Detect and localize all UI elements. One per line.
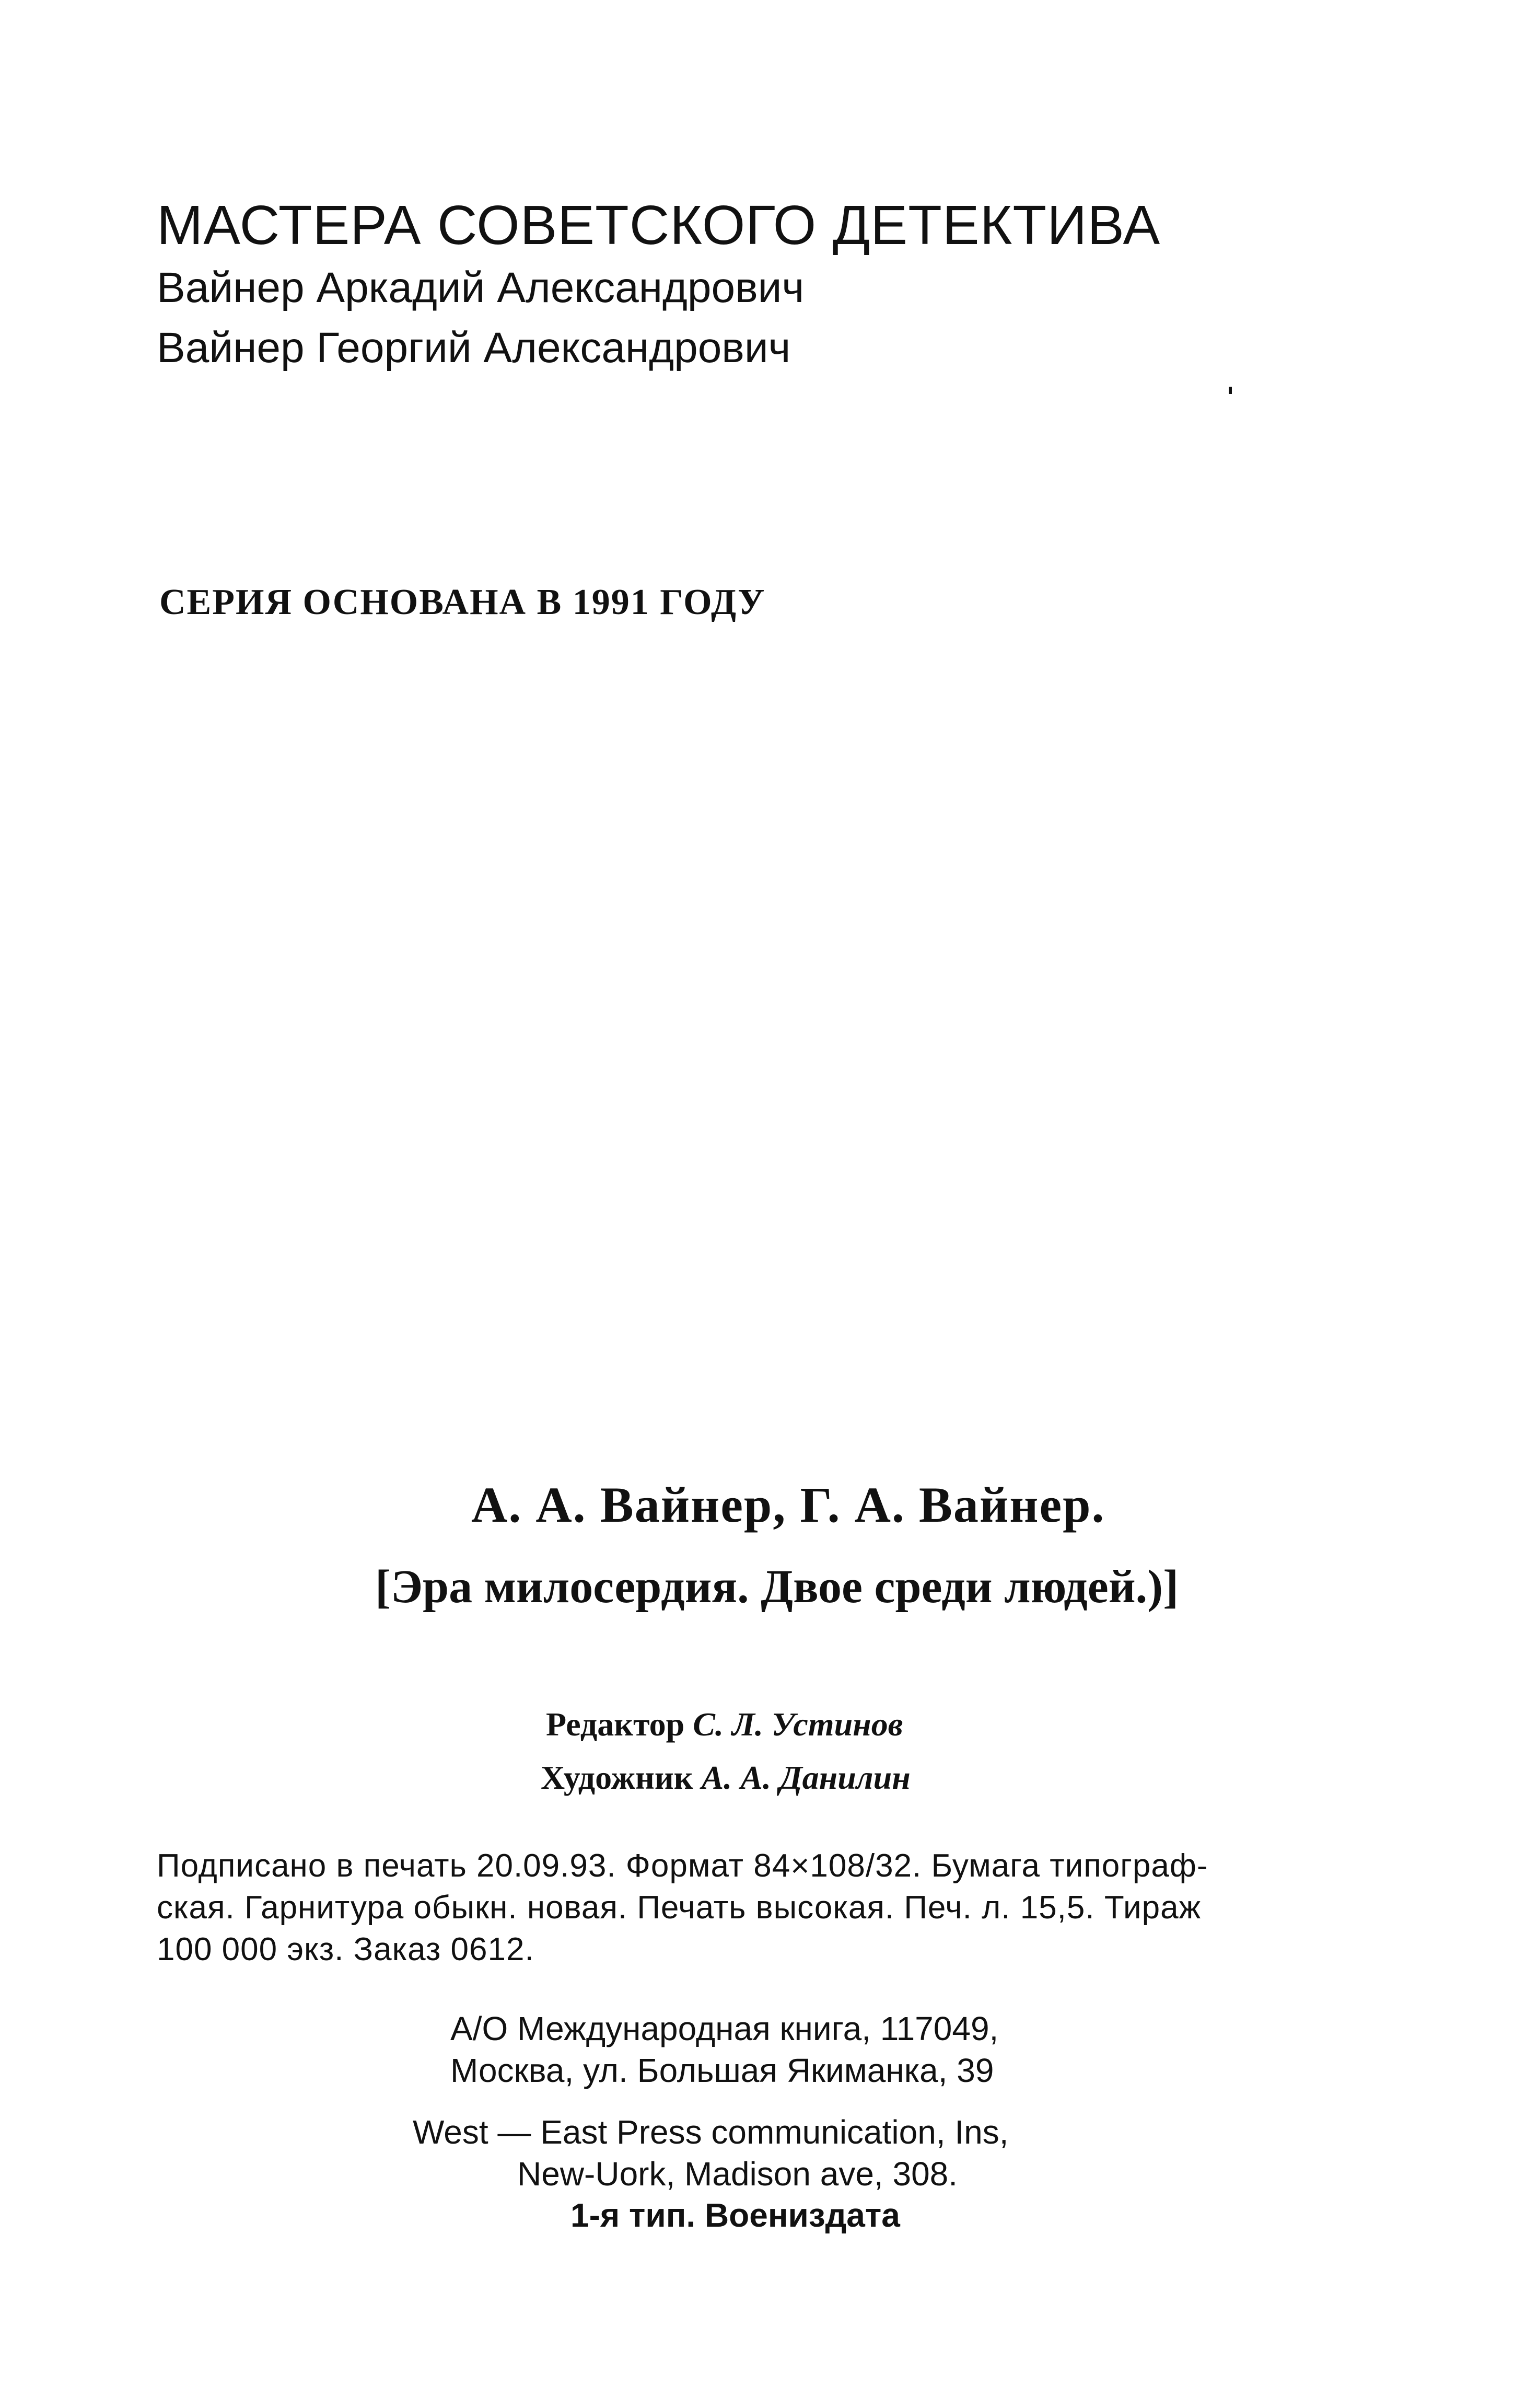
editor-name: С. Л. Устинов bbox=[693, 1706, 903, 1743]
publisher-line-3: West — East Press communication, Ins, bbox=[413, 2113, 1009, 2151]
artist-credit bbox=[541, 1761, 911, 1795]
imprint-line-3: 100 000 экз. Заказ 0612. bbox=[157, 1931, 534, 1967]
editor-credit bbox=[546, 1708, 903, 1741]
series-founded-note: СЕРИЯ ОСНОВАНА В 1991 ГОДУ bbox=[159, 582, 766, 622]
author-line-georgy: Вайнер Георгий Александрович bbox=[157, 324, 791, 372]
publisher-line-1: А/О Международная книга, 117049, bbox=[450, 2010, 999, 2047]
book-authors: А. А. Вайнер, Г. А. Вайнер. bbox=[471, 1477, 1105, 1533]
imprint-line-2: ская. Гарнитура обыкн. новая. Печать высокая. Печ. л. 15,5. Тираж bbox=[157, 1890, 1202, 1926]
author-line-arkady: Вайнер Аркадий Александрович bbox=[157, 264, 805, 311]
imprint-line-1: Подписано в печать 20.09.93. Формат 84×108/32. Бумага типограф- bbox=[157, 1848, 1208, 1884]
book-title: [Эра милосердия. Двое среди людей.)] bbox=[375, 1561, 1179, 1613]
publisher-line-2: Москва, ул. Большая Якиманка, 39 bbox=[450, 2052, 994, 2089]
printing-house-line: 1-я тип. Воениздата bbox=[570, 2196, 900, 2234]
publisher-line-4: New-Uork, Madison ave, 308. bbox=[517, 2155, 958, 2193]
series-title: МАСТЕРА СОВЕТСКОГО ДЕТЕКТИВА bbox=[157, 194, 1161, 256]
stray-print-mark bbox=[1229, 387, 1232, 394]
artist-label: Художник bbox=[541, 1759, 693, 1796]
artist-name: А. А. Данилин bbox=[701, 1759, 911, 1796]
editor-label: Редактор bbox=[546, 1706, 685, 1743]
